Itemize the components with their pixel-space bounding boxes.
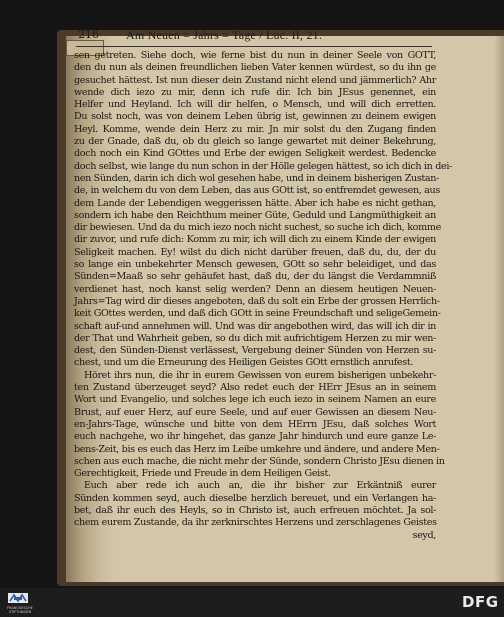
- text-line: bens-Zeit, bis es euch das Herz im Leibe umkehre und ändere, und andere Men-: [74, 443, 440, 455]
- text-line: Gerechtigkeit, Friede und Freude in dem Heiligen Geist.: [74, 468, 331, 480]
- text-line: en-Jahrs-Tage, wünsche und bitte von dem HErrn JEsu, daß solches Wort: [74, 418, 436, 430]
- text-line: Helfer und Heyland. Ich will dir helfen, o Mensch, und will dich erretten.: [74, 99, 436, 111]
- text-line: den du nun als deinen freundlichen lieben Vater kennen würdest, so du ihn ge: [74, 62, 436, 74]
- text-line: dem Lande der Lebendigen weggerissen hätte. Aber ich habe es nicht gethan,: [74, 197, 436, 209]
- text-line: gesuchet hättest. Ist nun dieser dein Zustand nicht elend und jämmerlich? Ahr: [74, 74, 436, 86]
- text-line: schen aus euch mache, die nicht mehr der Sünde, sondern Christo JEsu dienen in: [74, 455, 445, 467]
- text-line: Jahrs=Tag wird dir dieses angeboten, daß du solt ein Erbe der grossen Herrlich-: [74, 295, 440, 307]
- text-line: bet, daß ihr euch des Heyls, so in Christo ist, auch erfreuen möchtet. Ja sol-: [74, 504, 436, 516]
- text-line: der That und Wahrheit geben, so du dich mit aufrichtigem Herzen zu mir wen-: [74, 332, 436, 344]
- text-line: Sünden kommen seyd, auch dieselbe herzlich bereuet, und ein Verlangen ha-: [74, 492, 436, 504]
- text-line: dir zuvor, und rufe dich: Komm zu mir, ich will dich zu einem Kinde der ewigen: [74, 234, 436, 246]
- text-line: sondern ich habe den Reichthum meiner Güte, Geduld und Langmüthigkeit an: [74, 209, 436, 221]
- text-line: chem eurem Zustande, da ihr zerknirschtes Herzens und zerschlagenes Geistes: [74, 517, 437, 529]
- text-line: Du solst noch, was von deinem Leben übrig ist, gewinnen zu deinem ewigen: [74, 111, 436, 123]
- text-line: de, in welchem du von dem Leben, das aus GOtt ist, so entfremdet gewesen, aus: [74, 185, 440, 197]
- text-line: Euch aber rede ich auch an, die ihr bisher zur Erkäntniß eurer: [84, 480, 436, 492]
- text-line: so lange ein unbekehrter Mensch gewesen, GOtt so sehr beleidiget, und das: [74, 259, 436, 271]
- text-line: Höret ihrs nun, die ihr in eurem Gewissen von eurem bisherigen unbekehr-: [84, 369, 436, 381]
- text-line: keit GOttes werden, und daß dich GOtt in seine Freundschaft und seligeGemein-: [74, 308, 441, 320]
- running-title: Am Neuen = Jahrs = Tage / Luc. II, 21.: [126, 28, 323, 42]
- text-line: verdienet hast, noch kanst selig werden? Denn an diesem heutigen Neuen-: [74, 283, 436, 295]
- text-line: doch noch ein Kind GOttes und Erbe der ewigen Seligkeit werdest. Bedencke: [74, 148, 436, 160]
- text-line: nen Sünden, darin ich dich wol gesehen habe, und in deinem bisherigen Zustan-: [74, 172, 440, 184]
- viewer-footer-bar: [0, 588, 504, 617]
- text-line: dir bewiesen. Und da du mich iezo noch nicht suchest, so suche ich dich, komme: [74, 222, 441, 234]
- library-name: FRANCKESCHE STIFTUNGEN: [7, 606, 33, 614]
- header-rule: [76, 46, 432, 47]
- page-number: 216: [78, 28, 99, 41]
- page-header: [78, 28, 434, 46]
- text-line: schaft auf-und annehmen will. Und was dir angebothen wird, das will ich dir in: [74, 320, 436, 332]
- text-line: dest, den Sünden-Dienst verlässest, Vergebung deiner Sünden von Herzen su-: [74, 345, 436, 357]
- text-line: sen getreten. Siehe doch, wie ferne bist du nun in deiner Seele von GOTT,: [74, 50, 436, 61]
- text-line: ten Zustand überzeuget seyd? Also redet euch der HErr JEsus an in seinem: [74, 382, 436, 394]
- text-line: wende dich iezo zu mir, denn ich rufe dir. Ich bin JEsus genennet, ein: [74, 86, 436, 98]
- text-line: doch selbst, wie lange du nun schon in der Hölle gelegen hättest, so ich dich in dei-: [74, 160, 452, 172]
- dfg-logo: DFG: [462, 593, 499, 611]
- text-line: Wort und Evangelio, und solches lege ich euch iezo in seinem Namen an eure: [74, 394, 436, 406]
- text-line: chest, und um die Erneurung des Heiligen Geistes GOtt ernstlich anrufest.: [74, 357, 414, 369]
- text-line: euch nachgehe, wo ihr hingehet, das ganze Jahr hindurch und eure ganze Le-: [74, 431, 436, 443]
- text-line: Seligkeit machen. Ey! wilst du dich nicht darüber freuen, daß du, du, der du: [74, 246, 436, 258]
- text-line: seyd,: [412, 529, 436, 541]
- text-line: Brust, auf euer Herz, auf eure Seele, und auf euer Gewissen an diesem Neu-: [74, 406, 436, 418]
- text-line: Sünden=Maaß so sehr gehäufet hast, daß du, der du längst die Verdammniß: [74, 271, 436, 283]
- text-line: Heyl. Komme, wende dein Herz zu mir. Jn mir solst du den Zugang finden: [74, 123, 436, 135]
- sermon-text: [74, 50, 452, 542]
- page-edge-shadow: [494, 36, 504, 582]
- text-line: zu der Gnade, daß du, ob du gleich so lange gewartet mit deiner Bekehrung,: [74, 136, 436, 148]
